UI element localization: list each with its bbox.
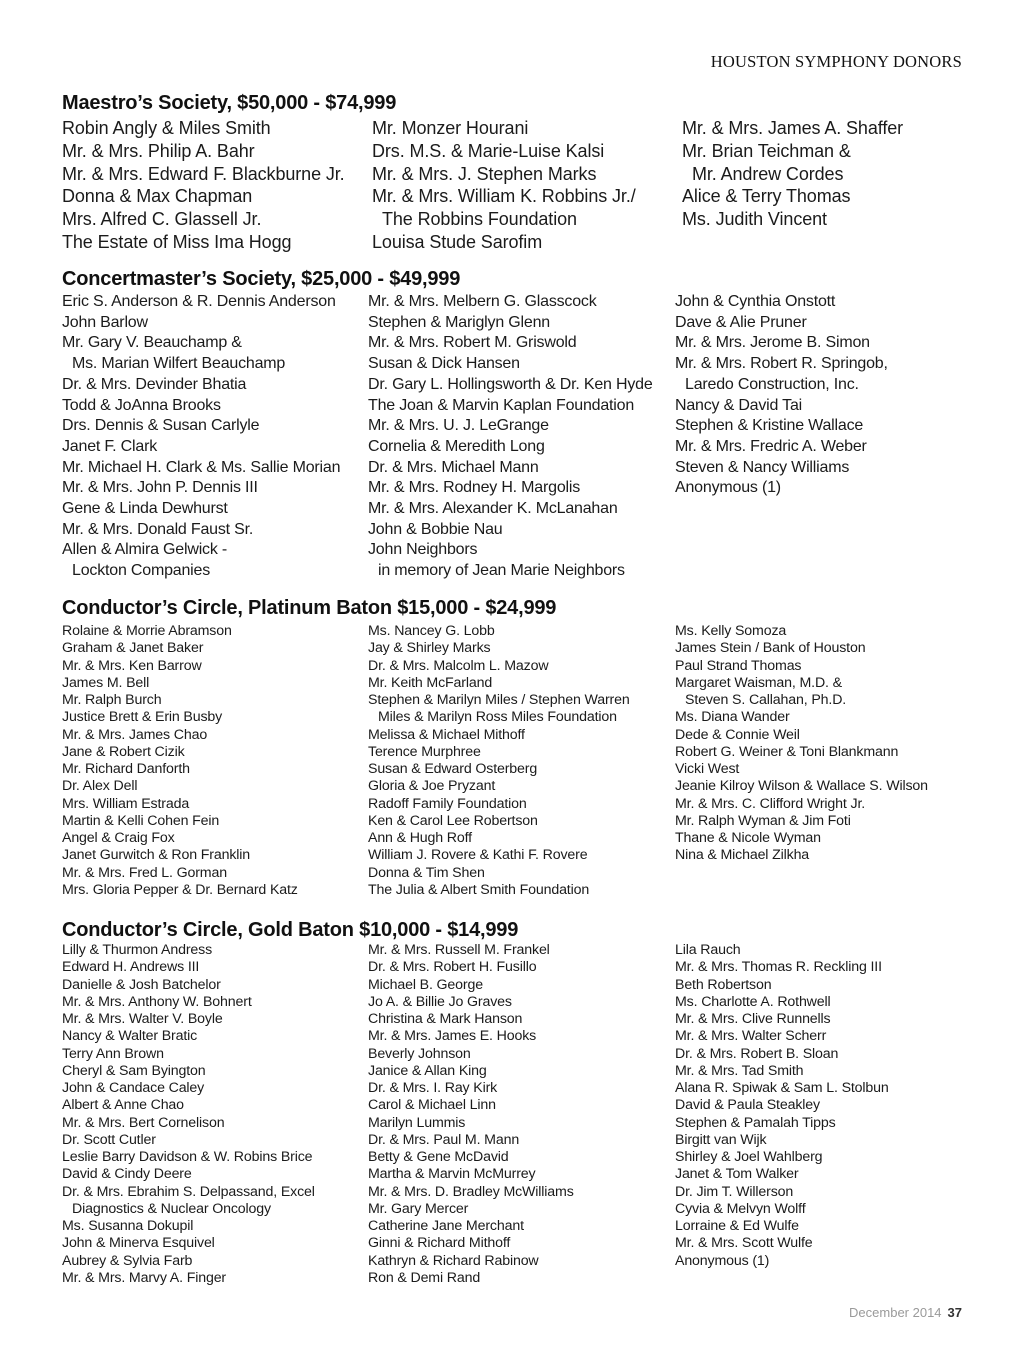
donor-entry: Janice & Allan King bbox=[368, 1062, 487, 1079]
donor-columns bbox=[62, 942, 982, 1287]
donor-entry: Eric S. Anderson & R. Dennis Anderson bbox=[62, 293, 336, 310]
donor-entry: Mr. & Mrs. Donald Faust Sr. bbox=[62, 520, 254, 538]
donor-entry: Jeanie Kilroy Wilson & Wallace S. Wilson bbox=[675, 778, 928, 795]
donor-entry: Ms. Kelly Somoza bbox=[675, 623, 787, 639]
donor-entry: Terence Murphree bbox=[368, 743, 481, 760]
donor-entry: Drs. Dennis & Susan Carlyle bbox=[62, 417, 260, 435]
donor-entry: Mr. & Mrs. William K. Robbins Jr./ bbox=[372, 186, 636, 207]
donor-entry: Mr. Ralph Burch bbox=[62, 692, 162, 708]
donor-entry: Ms. Marian Wilfert Beauchamp bbox=[72, 355, 286, 373]
donor-entry: Stephen & Kristine Wallace bbox=[675, 417, 864, 435]
section-gold-baton bbox=[62, 918, 982, 1287]
donor-entry: Terry Ann Brown bbox=[62, 1045, 164, 1062]
donor-entry: James Stein / Bank of Houston bbox=[675, 640, 866, 657]
donor-entry: Paul Strand Thomas bbox=[675, 657, 802, 674]
donor-entry: Mr. Andrew Cordes bbox=[692, 163, 844, 184]
donor-entry: Margaret Waisman, M.D. & bbox=[675, 674, 842, 691]
donor-entry: Mr. & Mrs. C. Clifford Wright Jr. bbox=[675, 795, 866, 812]
donor-entry: Danielle & Josh Batchelor bbox=[62, 976, 221, 993]
donor-entry: The Joan & Marvin Kaplan Foundation bbox=[368, 396, 635, 414]
donor-entry: Jay & Shirley Marks bbox=[368, 640, 491, 657]
donor-entry: Anonymous (1) bbox=[675, 479, 781, 497]
donor-entry: in memory of Jean Marie Neighbors bbox=[378, 562, 625, 580]
donor-entry: Drs. M.S. & Marie-Luise Kalsi bbox=[372, 140, 605, 161]
donor-entry: John & Cynthia Onstott bbox=[675, 293, 836, 310]
donor-column bbox=[372, 117, 682, 254]
donor-entry: Beverly Johnson bbox=[368, 1045, 471, 1062]
donor-entry: Mr. & Mrs. Tad Smith bbox=[675, 1062, 804, 1079]
donor-entry: Cyvia & Melvyn Wolff bbox=[675, 1200, 806, 1217]
donor-column bbox=[62, 942, 368, 1287]
donor-entry: Diagnostics & Nuclear Oncology bbox=[72, 1200, 271, 1217]
section-title: Conductor’s Circle, Gold Baton $10,000 - $14,999 bbox=[62, 919, 519, 941]
page-number: 37 bbox=[947, 1305, 962, 1320]
donor-column bbox=[62, 292, 368, 582]
donor-entry: Mr. & Mrs. Rodney H. Margolis bbox=[368, 479, 581, 497]
donor-entry: Mr. & Mrs. D. Bradley McWilliams bbox=[368, 1183, 574, 1200]
donor-entry: Mr. & Mrs. Walter V. Boyle bbox=[62, 1011, 223, 1027]
donor-entry: Mr. & Mrs. Anthony W. Bohnert bbox=[62, 993, 252, 1010]
donor-column bbox=[62, 117, 372, 254]
donor-entry: Mr. & Mrs. Melbern G. Glasscock bbox=[368, 293, 597, 310]
donor-entry: Lockton Companies bbox=[72, 562, 211, 580]
donor-entry: Alice & Terry Thomas bbox=[682, 186, 851, 207]
donor-entry: Gene & Linda Dewhurst bbox=[62, 500, 228, 518]
donor-entry: Lorraine & Ed Wulfe bbox=[675, 1218, 799, 1234]
donor-entry: Mr. & Mrs. James E. Hooks bbox=[368, 1028, 537, 1045]
section-platinum-baton bbox=[62, 596, 982, 899]
donor-entry: Ron & Demi Rand bbox=[368, 1269, 481, 1286]
donor-entry: Dr. & Mrs. Michael Mann bbox=[368, 458, 539, 476]
donor-entry: Lilly & Thurmon Andress bbox=[62, 942, 213, 958]
donor-entry: Graham & Janet Baker bbox=[62, 640, 204, 657]
donor-entry: Dr. Alex Dell bbox=[62, 778, 138, 795]
donor-entry: Mr. & Mrs. Walter Scherr bbox=[675, 1028, 827, 1045]
donor-entry: Nancy & David Tai bbox=[675, 396, 803, 414]
donor-entry: Mr. Monzer Hourani bbox=[372, 118, 529, 138]
donor-entry: John & Bobbie Nau bbox=[368, 520, 503, 538]
donor-columns bbox=[62, 292, 982, 582]
donor-entry: Ms. Diana Wander bbox=[675, 709, 790, 726]
donor-entry: Dr. & Mrs. Robert B. Sloan bbox=[675, 1045, 839, 1062]
donor-entry: Mr. & Mrs. Clive Runnells bbox=[675, 1011, 831, 1027]
donor-entry: Dave & Alie Pruner bbox=[675, 313, 807, 331]
donor-entry: Louisa Stude Sarofim bbox=[372, 231, 543, 252]
donor-entry: Todd & JoAnna Brooks bbox=[62, 396, 221, 414]
donor-entry: The Julia & Albert Smith Foundation bbox=[368, 881, 590, 898]
donor-entry: Radoff Family Foundation bbox=[368, 795, 527, 812]
donor-entry: Mr. Gary V. Beauchamp & bbox=[62, 334, 242, 352]
donor-entry: Beth Robertson bbox=[675, 976, 772, 993]
running-head: HOUSTON SYMPHONY DONORS bbox=[710, 52, 962, 71]
donor-entry: Rolaine & Morrie Abramson bbox=[62, 623, 232, 639]
donor-entry: John Neighbors bbox=[368, 541, 478, 559]
donor-entry: Steven S. Callahan, Ph.D. bbox=[685, 692, 847, 708]
donor-entry: Janet Gurwitch & Ron Franklin bbox=[62, 847, 251, 864]
donor-entry: Mr. & Mrs. Marvy A. Finger bbox=[62, 1269, 227, 1286]
donor-entry: Aubrey & Sylvia Farb bbox=[62, 1252, 193, 1269]
donor-entry: Edward H. Andrews III bbox=[62, 959, 200, 976]
donor-entry: James M. Bell bbox=[62, 674, 150, 691]
donor-entry: Leslie Barry Davidson & W. Robins Brice bbox=[62, 1149, 313, 1165]
donor-entry: Lila Rauch bbox=[675, 942, 741, 958]
donor-entry: Jane & Robert Cizik bbox=[62, 743, 185, 760]
donor-entry: Mr. & Mrs. James A. Shaffer bbox=[682, 118, 904, 138]
donor-entry: Laredo Construction, Inc. bbox=[685, 375, 859, 393]
donor-entry: Cheryl & Sam Byington bbox=[62, 1062, 206, 1079]
donor-entry: Robert G. Weiner & Toni Blankmann bbox=[675, 743, 899, 760]
donor-entry: Angel & Craig Fox bbox=[62, 830, 175, 846]
donor-column bbox=[675, 942, 980, 1287]
donor-column bbox=[368, 942, 675, 1287]
donor-entry: Mr. & Mrs. Robert M. Griswold bbox=[368, 334, 577, 352]
donor-entry: Mr. & Mrs. Fredric A. Weber bbox=[675, 437, 867, 455]
section-title: Maestro’s Society, $50,000 - $74,999 bbox=[62, 92, 397, 114]
donor-entry: Mr. Brian Teichman & bbox=[682, 140, 851, 161]
donor-entry: Ms. Nancey G. Lobb bbox=[368, 623, 495, 639]
donor-entry: Stephen & Mariglyn Glenn bbox=[368, 313, 550, 331]
donor-entry: Mr. & Mrs. John P. Dennis III bbox=[62, 479, 258, 497]
donor-entry: Albert & Anne Chao bbox=[62, 1097, 184, 1114]
donor-entry: The Estate of Miss Ima Hogg bbox=[62, 231, 292, 252]
donor-entry: David & Paula Steakley bbox=[675, 1097, 820, 1114]
donor-entry: Ken & Carol Lee Robertson bbox=[368, 812, 538, 829]
section-title: Conductor’s Circle, Platinum Baton $15,000 - $24,999 bbox=[62, 597, 557, 619]
donor-entry: Dr. & Mrs. I. Ray Kirk bbox=[368, 1080, 498, 1096]
donor-entry: Dr. Scott Cutler bbox=[62, 1131, 156, 1148]
section-title: Concertmaster’s Society, $25,000 - $49,999 bbox=[62, 268, 461, 290]
donor-entry: Jo A. & Billie Jo Graves bbox=[368, 993, 512, 1010]
donor-entry: Mr. & Mrs. Philip A. Bahr bbox=[62, 140, 255, 161]
donor-entry: Mr. & Mrs. Scott Wulfe bbox=[675, 1235, 813, 1252]
donor-entry: Marilyn Lummis bbox=[368, 1114, 466, 1131]
donor-entry: Mr. Gary Mercer bbox=[368, 1200, 469, 1217]
donor-entry: Mr. & Mrs. Ken Barrow bbox=[62, 657, 202, 674]
donor-entry: Mr. & Mrs. U. J. LeGrange bbox=[368, 417, 549, 435]
donor-entry: Dr. & Mrs. Ebrahim S. Delpassand, Excel bbox=[62, 1183, 315, 1200]
donor-entry: William J. Rovere & Kathi F. Rovere bbox=[368, 847, 588, 864]
donor-entry: John & Minerva Esquivel bbox=[62, 1235, 215, 1252]
donor-entry: Dr. & Mrs. Devinder Bhatia bbox=[62, 375, 247, 393]
donor-entry: Mr. & Mrs. Edward F. Blackburne Jr. bbox=[62, 163, 345, 184]
donor-entry: Robin Angly & Miles Smith bbox=[62, 118, 271, 138]
donor-entry: Allen & Almira Gelwick - bbox=[62, 541, 228, 559]
issue-date: December 2014 bbox=[849, 1305, 942, 1320]
donor-entry: Vicki West bbox=[675, 761, 740, 777]
donor-column bbox=[682, 117, 987, 254]
donor-entry: Mr. Richard Danforth bbox=[62, 761, 190, 777]
donor-entry: Cornelia & Meredith Long bbox=[368, 437, 545, 455]
donor-entry: Christina & Mark Hanson bbox=[368, 1011, 523, 1027]
donor-column bbox=[675, 292, 980, 582]
donor-entry: Dr. & Mrs. Robert H. Fusillo bbox=[368, 959, 537, 976]
donor-entry: Alana R. Spiwak & Sam L. Stolbun bbox=[675, 1080, 889, 1096]
donor-entry: Mr. & Mrs. Robert R. Springob, bbox=[675, 355, 888, 373]
donor-entry: Mr. & Mrs. Thomas R. Reckling III bbox=[675, 959, 882, 976]
donor-entry: Mr. & Mrs. Fred L. Gorman bbox=[62, 864, 227, 881]
section-concertmasters-society bbox=[62, 267, 982, 582]
donor-entry: Mr. & Mrs. Russell M. Frankel bbox=[368, 942, 550, 958]
page-footer bbox=[849, 1305, 962, 1320]
donor-columns bbox=[62, 117, 982, 254]
donor-entry: Mr. & Mrs. Alexander K. McLanahan bbox=[368, 500, 618, 518]
donor-entry: Nina & Michael Zilkha bbox=[675, 847, 810, 864]
donor-entry: Carol & Michael Linn bbox=[368, 1097, 496, 1114]
donor-entry: Mr. & Mrs. J. Stephen Marks bbox=[372, 163, 597, 184]
donor-column bbox=[368, 623, 675, 899]
donor-entry: Michael B. George bbox=[368, 976, 483, 993]
donor-entry: Shirley & Joel Wahlberg bbox=[675, 1149, 823, 1165]
donor-entry: Catherine Jane Merchant bbox=[368, 1218, 524, 1234]
donor-entry: Donna & Max Chapman bbox=[62, 186, 253, 207]
donor-entry: Stephen & Pamalah Tipps bbox=[675, 1114, 836, 1131]
donor-entry: Stephen & Marilyn Miles / Stephen Warren bbox=[368, 692, 630, 708]
donor-entry: Mr. Ralph Wyman & Jim Foti bbox=[675, 812, 851, 829]
donor-entry: Betty & Gene McDavid bbox=[368, 1149, 509, 1165]
donor-entry: Thane & Nicole Wyman bbox=[675, 830, 821, 846]
donor-entry: Nancy & Walter Bratic bbox=[62, 1028, 198, 1045]
donor-entry: Kathryn & Richard Rabinow bbox=[368, 1252, 539, 1269]
donor-entry: Janet & Tom Walker bbox=[675, 1166, 799, 1183]
donor-entry: Steven & Nancy Williams bbox=[675, 458, 850, 476]
donor-entry: Susan & Dick Hansen bbox=[368, 355, 520, 373]
donor-entry: Ms. Judith Vincent bbox=[682, 209, 827, 230]
donor-entry: Dr. Gary L. Hollingsworth & Dr. Ken Hyde bbox=[368, 375, 653, 393]
donor-entry: Melissa & Michael Mithoff bbox=[368, 726, 525, 743]
donor-entry: Dr. & Mrs. Malcolm L. Mazow bbox=[368, 657, 549, 674]
donor-entry: The Robbins Foundation bbox=[382, 209, 577, 230]
donor-entry: Mr. & Mrs. Jerome B. Simon bbox=[675, 334, 870, 352]
donor-entry: David & Cindy Deere bbox=[62, 1166, 192, 1183]
donor-entry: Ms. Susanna Dokupil bbox=[62, 1218, 194, 1234]
donor-entry: Dr. & Mrs. Paul M. Mann bbox=[368, 1131, 520, 1148]
donor-entry: Justice Brett & Erin Busby bbox=[62, 709, 223, 726]
donor-entry: Mrs. Gloria Pepper & Dr. Bernard Katz bbox=[62, 881, 298, 898]
donor-entry: Mr. & Mrs. James Chao bbox=[62, 726, 208, 743]
donor-entry: Dr. Jim T. Willerson bbox=[675, 1183, 794, 1200]
donor-entry: Martha & Marvin McMurrey bbox=[368, 1166, 536, 1183]
donor-entry: Gloria & Joe Pryzant bbox=[368, 778, 496, 795]
donor-entry: Martin & Kelli Cohen Fein bbox=[62, 812, 220, 829]
donor-entry: Ms. Charlotte A. Rothwell bbox=[675, 993, 831, 1010]
donor-entry: Donna & Tim Shen bbox=[368, 864, 485, 881]
donor-entry: Mr. & Mrs. Bert Cornelison bbox=[62, 1114, 225, 1131]
section-maestros-society bbox=[62, 91, 982, 254]
donor-column bbox=[368, 292, 675, 582]
donor-entry: Anonymous (1) bbox=[675, 1252, 770, 1269]
donor-entry: Mrs. Alfred C. Glassell Jr. bbox=[62, 209, 262, 230]
donor-entry: Miles & Marilyn Ross Miles Foundation bbox=[378, 709, 617, 726]
donor-entry: Mr. Michael H. Clark & Ms. Sallie Morian bbox=[62, 458, 341, 476]
donor-entry: Susan & Edward Osterberg bbox=[368, 761, 538, 777]
donor-column bbox=[675, 623, 980, 899]
donor-entry: Ann & Hugh Roff bbox=[368, 830, 472, 846]
donor-entry: Mr. Keith McFarland bbox=[368, 674, 493, 691]
donor-entry: Dede & Connie Weil bbox=[675, 726, 800, 743]
donor-entry: Birgitt van Wijk bbox=[675, 1131, 767, 1148]
donor-entry: Ginni & Richard Mithoff bbox=[368, 1235, 511, 1252]
donor-entry: John & Candace Caley bbox=[62, 1080, 205, 1096]
donor-entry: John Barlow bbox=[62, 313, 148, 331]
donor-columns bbox=[62, 623, 982, 899]
donor-entry: Janet F. Clark bbox=[62, 437, 158, 455]
donor-entry: Mrs. William Estrada bbox=[62, 795, 190, 812]
donor-column bbox=[62, 623, 368, 899]
